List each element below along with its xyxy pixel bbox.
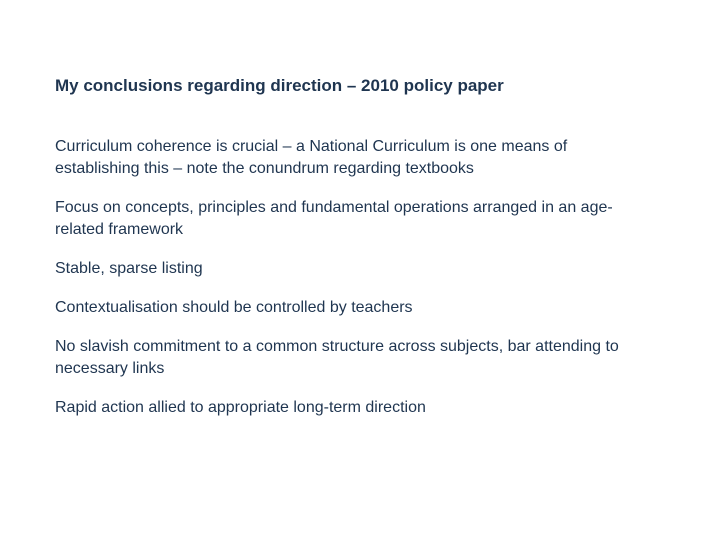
slide-title: My conclusions regarding direction – 2010 policy paper xyxy=(55,76,504,95)
list-item: Curriculum coherence is crucial – a National Curriculum is one means of establishing this – note the conundrum regarding textbooks xyxy=(55,138,568,177)
conclusions-list xyxy=(55,136,655,436)
list-item: No slavish commitment to a common structure across subjects, bar attending to necessary links xyxy=(55,338,619,377)
list-item: Contextualisation should be controlled by teachers xyxy=(55,299,413,316)
list-item: Focus on concepts, principles and fundamental operations arranged in an age-related framework xyxy=(55,199,613,238)
list-item: Stable, sparse listing xyxy=(55,260,203,277)
list-item: Rapid action allied to appropriate long-term direction xyxy=(55,399,426,416)
